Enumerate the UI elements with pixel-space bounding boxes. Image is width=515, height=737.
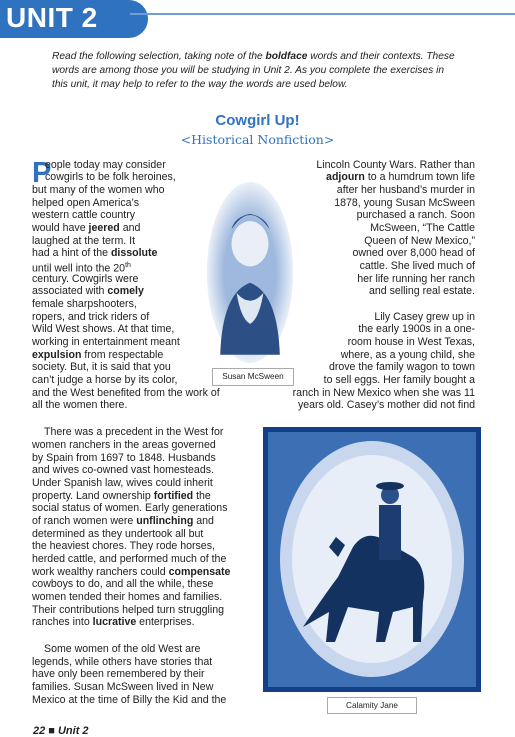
text-line: ropers, and trick riders of [32, 311, 150, 323]
text-line: cowgirls to be folk heroines, [45, 171, 176, 183]
header-rule [130, 13, 515, 15]
text-line: adjourn to a humdrum town life [326, 171, 475, 183]
text-line: can’t judge a horse by its color, [32, 374, 178, 386]
text-line: have only been remembered by their [32, 668, 205, 680]
text-line: determined as they undertook all but [32, 528, 204, 540]
drop-cap: P [32, 157, 52, 189]
text-line: Lily Casey grew up in [374, 311, 475, 323]
text-line: Mexico at the time of Billy the Kid and the [32, 694, 227, 706]
text-line: the heaviest chores. They rode horses, [32, 540, 215, 552]
text-line: women ranchers in the areas governed [32, 439, 216, 451]
text-line: Lincoln County Wars. Rather than [316, 159, 475, 171]
text-line: room house in West Texas, [347, 336, 475, 348]
text-line: and the West benefited from the work of [32, 387, 220, 399]
text-line: and wives co-owned vast homesteads. [32, 464, 214, 476]
susan-mcsween-portrait [195, 180, 305, 365]
text-line: helped open America’s [32, 197, 139, 209]
text-line: working in entertainment meant [32, 336, 180, 348]
text-line: western cattle country [32, 209, 136, 221]
text-line: property. Land ownership fortified the [32, 490, 211, 502]
intro-text: Read the following selection, taking note of the boldface words and their contexts. These words are among those you will be studying in Unit 2. As you complete the exercises in this unit, it may help to refer to the way the words are used below. [52, 51, 455, 90]
text-line: cowboys to do, and all the while, these [32, 578, 214, 590]
text-line: by Spain from 1697 to 1848. Husbands [32, 452, 216, 464]
text-line: until well into the 20th [32, 262, 131, 275]
caption-calamity-jane: Calamity Jane [327, 697, 417, 714]
text-line: where, as a young child, she [340, 349, 475, 361]
text-line: years old. Casey’s mother did not find [297, 399, 475, 411]
text-line: purchased a ranch. Soon [356, 209, 475, 221]
text-line: cattle. She lived much of [359, 260, 475, 272]
text-line: ranch in New Mexico when she was 11 [292, 387, 475, 399]
caption-susan-mcsween: Susan McSween [212, 368, 294, 386]
text-line: owned over 8,000 head of [352, 247, 475, 259]
text-line: Queen of New Mexico,” [364, 235, 475, 247]
text-line: ranches into lucrative enterprises. [32, 616, 195, 628]
calamity-jane-photo [263, 427, 481, 692]
text-line: and selling real estate. [368, 285, 475, 297]
text-line: 1878, young Susan McSween [334, 197, 475, 209]
text-line: female sharpshooters, [32, 298, 137, 310]
story-title: Cowgirl Up! [215, 112, 300, 129]
text-line: Under Spanish law, wives could inherit [32, 477, 213, 489]
text-line: eople today may consider [45, 159, 166, 171]
text-line: expulsion from respectable [32, 349, 164, 361]
text-line: drove the family wagon to town [328, 361, 475, 373]
text-line: Their contributions helped turn struggling [32, 604, 224, 616]
page-footer: 22 ■ Unit 2 [33, 725, 89, 737]
text-line: associated with comely [32, 285, 144, 297]
text-line: the early 1900s in a one- [358, 323, 475, 335]
text-line: There was a precedent in the West for [44, 426, 224, 438]
text-line: Wild West shows. At that time, [32, 323, 175, 335]
text-line: McSween, “The Cattle [370, 222, 475, 234]
text-line: social status of women. Early generations [32, 502, 228, 514]
text-line: legends, while others have stories that [32, 656, 213, 668]
story-genre: <Historical Nonfiction> [180, 132, 335, 147]
unit-title: UNIT 2 [6, 2, 98, 33]
text-line: would have jeered and [32, 222, 141, 234]
text-line: century. Cowgirls were [32, 273, 139, 285]
text-line: of ranch women were unflinching and [32, 515, 214, 527]
text-line: to sell eggs. Her family bought a [323, 374, 475, 386]
text-line: but many of the women who [32, 184, 165, 196]
text-line: Some women of the old West are [44, 643, 201, 655]
text-line: women tended their homes and families. [32, 591, 223, 603]
text-line: herded cattle, and performed much of the [32, 553, 227, 565]
text-line: laughed at the term. It [32, 235, 136, 247]
text-line: society. But, it is said that you [32, 361, 171, 373]
text-line: her life running her ranch [357, 273, 475, 285]
text-line: all the women there. [32, 399, 128, 411]
text-line: after her husband’s murder in [336, 184, 475, 196]
text-line: work wealthy ranchers could compensate [32, 566, 231, 578]
text-line: families. Susan McSween lived in New [32, 681, 214, 693]
text-line: had a hint of the dissolute [32, 247, 158, 259]
